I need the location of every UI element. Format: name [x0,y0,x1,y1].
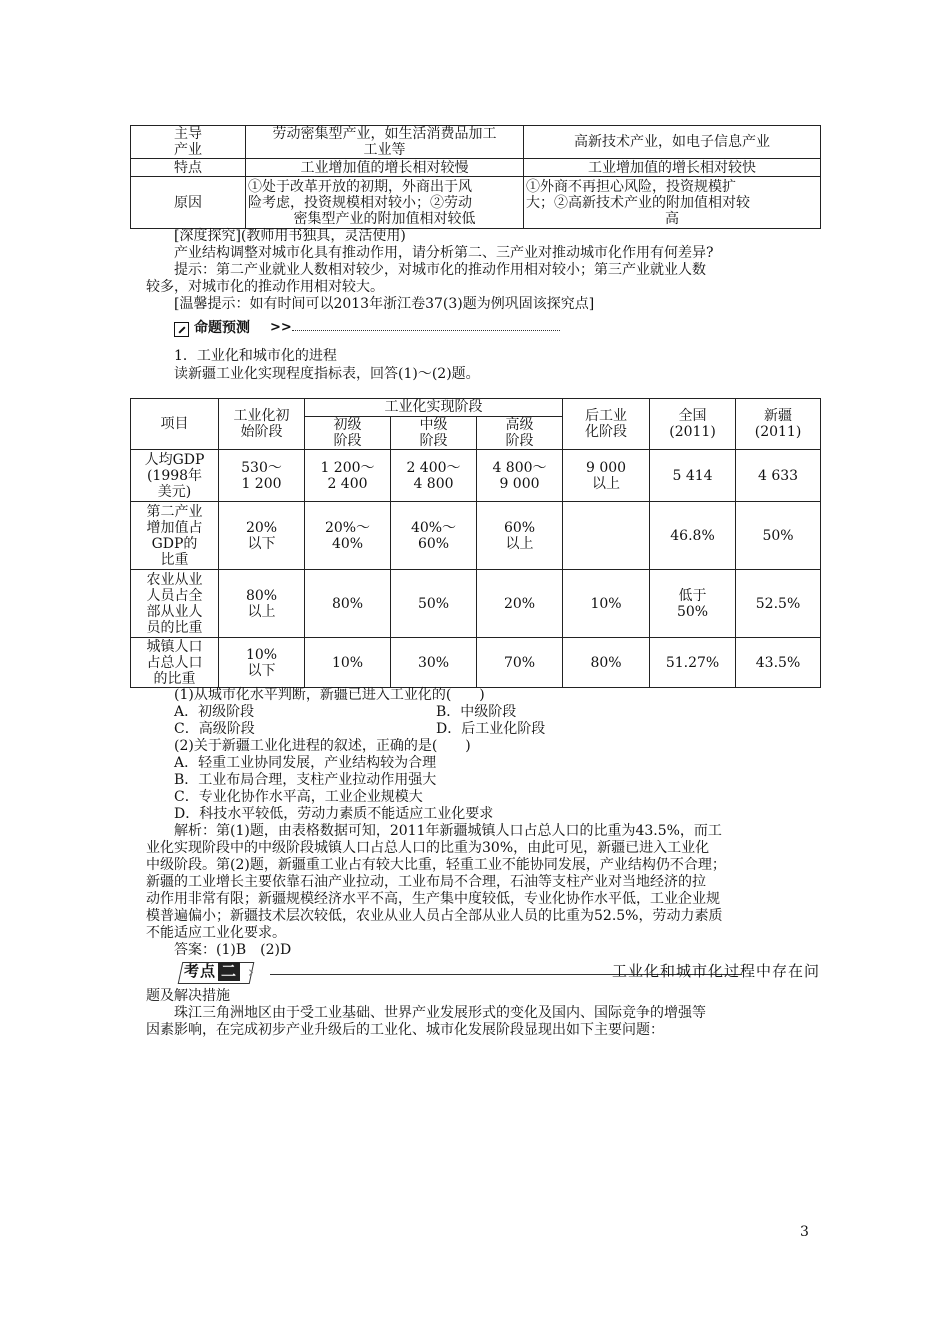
row-label: 主导 产业 [131,126,246,159]
kaodian-tag [174,960,258,984]
q1-stem: (1)从城市化水平判断，新疆已进入工业化的( ) [174,687,485,703]
table-row [131,570,821,638]
table-cell: 1 200～ 2 400 [305,450,391,502]
double-chevron-icon: >> [270,320,292,335]
table-row [131,177,821,229]
chevron-right-icon: › [248,963,254,981]
table-cell: 30% [391,638,477,688]
table-cell: 50% [391,570,477,638]
table-cell: 5 414 [650,450,736,502]
analysis-line: 动作用非常有限；新疆规模经济水平不高，生产集中度较低，专业化协作水平低，工业企业规 [146,891,720,907]
inquiry-heading: [深度探究](教师用书独具，灵活使用) [174,228,406,244]
header-xinjiang: 新疆 (2011) [736,399,821,450]
header-post: 后工业 化阶段 [563,399,650,450]
closing-line: 珠江三角洲地区由于受工业基础、世界产业发展形式的变化及国内、国际竞争的增强等 [174,1005,706,1021]
table-cell: 高新技术产业，如电子信息产业 [524,126,821,159]
header-sub: 中级 阶段 [391,417,477,450]
kaodian-header [174,960,820,986]
table-cell: ①外商不再担心风险，投资规模扩 大；②高新技术产业的附加值相对较 高 [524,177,821,229]
table-cell: 50% [736,502,821,570]
table-cell [563,502,650,570]
table-cell: 40%～ 60% [391,502,477,570]
answer: 答案：(1)B (2)D [174,942,292,958]
section-header [174,320,560,340]
row-label: 城镇人口 占总人口 的比重 [131,638,219,688]
table-cell: 530～ 1 200 [219,450,305,502]
table-cell: 10% [563,570,650,638]
table-cell: 80% [305,570,391,638]
row-label: 原因 [131,177,246,229]
header-item: 项目 [131,399,219,450]
table-cell: 51.27% [650,638,736,688]
table-cell: 工业增加值的增长相对较慢 [246,159,524,177]
table-row [131,450,821,502]
closing-line: 因素影响，在完成初步产业升级后的工业化、城市化发展阶段显现出如下主要问题： [146,1022,664,1038]
table-cell: ①处于改革开放的初期，外商出于风 险考虑，投资规模相对较小；②劳动 密集型产业的附加值相对较低 [246,177,524,229]
q2-option-c: C．专业化协作水平高，工业企业规模大 [174,789,423,805]
row-label: 第二产业 增加值占 GDP的 比重 [131,502,219,570]
q1-option-d: D．后工业化阶段 [436,721,546,737]
table-cell: 20%～ 40% [305,502,391,570]
table-cell: 52.5% [736,570,821,638]
analysis-line: 不能适应工业化要求。 [146,925,286,941]
kaodian-number: 二 [218,962,240,981]
industry-comparison-table [130,125,821,229]
table-cell: 4 800～ 9 000 [477,450,563,502]
q1-option-a: A．初级阶段 [174,704,255,720]
row-label: 特点 [131,159,246,177]
table-cell: 70% [477,638,563,688]
table-cell: 80% 以上 [219,570,305,638]
section-title: 命题预测 [194,320,250,336]
table-cell: 80% [563,638,650,688]
analysis-line: 模普遍偏小；新疆技术层次较低，农业从业人员占全部从业人员的比重为52.5%，劳动力素质 [146,908,723,924]
table-cell: 低于 50% [650,570,736,638]
kaodian-title-cont: 题及解决措施 [146,988,230,1004]
header-nation: 全国 (2011) [650,399,736,450]
q1-option-b: B．中级阶段 [436,704,517,720]
q2-option-d: D．科技水平较低，劳动力素质不能适应工业化要求 [174,806,494,822]
table-cell: 2 400～ 4 800 [391,450,477,502]
table-cell: 20% [477,570,563,638]
table-cell: 4 633 [736,450,821,502]
inquiry-hint: 提示：第二产业就业人数相对较少，对城市化的推动作用相对较小；第三产业就业人数 [174,262,706,278]
question-title: 1．工业化和城市化的进程 [174,348,337,364]
kaodian-title: 工业化和城市化过程中存在问 [611,962,820,980]
table-cell: 9 000 以上 [563,450,650,502]
header-sub: 初级 阶段 [305,417,391,450]
table-cell: 20% 以下 [219,502,305,570]
row-label: 农业从业 人员占全 部从业人 员的比重 [131,570,219,638]
header-group: 工业化实现阶段 [305,399,563,417]
table-header-row [131,399,821,417]
inquiry-tip: [温馨提示：如有时间可以2013年浙江卷37(3)题为例巩固该探究点] [174,296,595,312]
analysis-line: 解析：第(1)题，由表格数据可知，2011年新疆城镇人口占总人口的比重为43.5%，而工 [174,823,722,839]
q2-option-a: A．轻重工业协同发展，产业结构较为合理 [174,755,437,771]
table-cell: 43.5% [736,638,821,688]
header-sub: 高级 阶段 [477,417,563,450]
header-initial: 工业化初 始阶段 [219,399,305,450]
table-cell: 工业增加值的增长相对较快 [524,159,821,177]
table-cell: 劳动密集型产业，如生活消费品加工 工业等 [246,126,524,159]
table-cell: 46.8% [650,502,736,570]
table-cell: 10% [305,638,391,688]
q2-stem: (2)关于新疆工业化进程的叙述，正确的是( ) [174,738,471,754]
table-row [131,126,821,159]
q2-option-b: B．工业布局合理，支柱产业拉动作用强大 [174,772,437,788]
table-row [131,638,821,688]
inquiry-question: 产业结构调整对城市化具有推动作用，请分析第二、三产业对推动城市化作用有何差异? [174,245,714,261]
question-prompt: 读新疆工业化实现程度指标表，回答(1)～(2)题。 [174,366,480,382]
kaodian-label: 考点 [184,962,217,980]
industrialization-index-table [130,398,821,688]
inquiry-hint-cont: 较多，对城市化的推动作用相对较大。 [146,279,384,295]
analysis-line: 新疆的工业增长主要依靠石油产业拉动，工业布局不合理，石油等支柱产业对当地经济的拉 [146,874,706,890]
table-row [131,502,821,570]
row-label: 人均GDP (1998年 美元) [131,450,219,502]
analysis-line: 业化实现阶段中的中级阶段城镇人口占总人口的比重为30%，由此可见，新疆已进入工业化 [146,840,710,856]
table-cell: 60% 以上 [477,502,563,570]
dotted-divider [292,330,560,331]
analysis-line: 中级阶段。第(2)题，新疆重工业占有较大比重，轻重工业不能协同发展，产业结构仍不合理； [146,857,726,873]
table-cell: 10% 以下 [219,638,305,688]
page-number: 3 [800,1224,809,1240]
table-row [131,159,821,177]
q1-option-c: C．高级阶段 [174,721,255,737]
pencil-icon [174,322,189,337]
